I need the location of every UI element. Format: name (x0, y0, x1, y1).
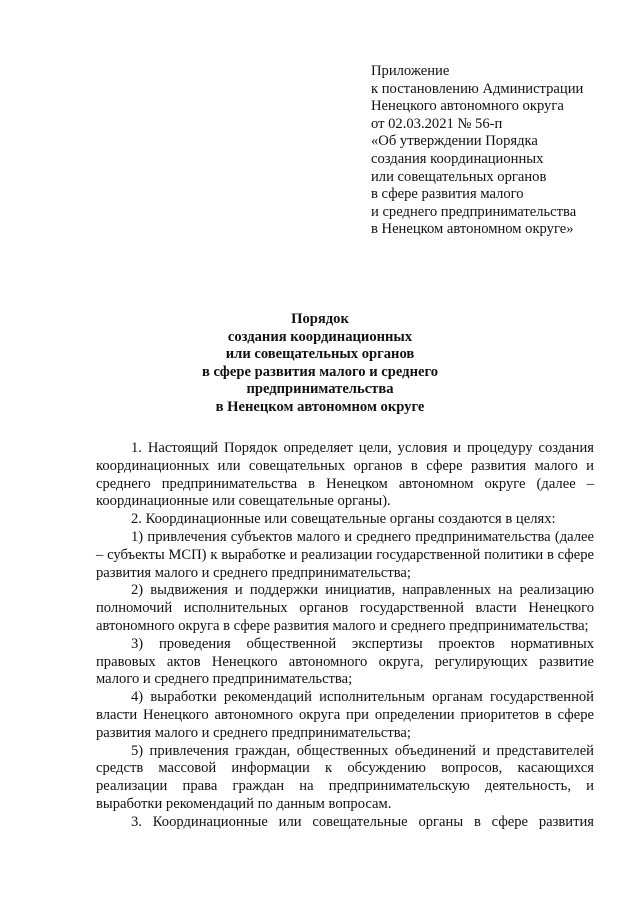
title-line: или совещательных органов (225, 346, 415, 363)
appendix-line: в сфере развития малого (371, 186, 524, 203)
appendix-line: и среднего предпринимательства (371, 203, 577, 220)
appendix-header (371, 63, 583, 239)
appendix-line: Приложение (371, 63, 450, 79)
title-line: создания координационных (227, 328, 413, 345)
appendix-line: Ненецкого автономного округа (371, 98, 564, 115)
appendix-line: к постановлению Администрации (371, 80, 584, 97)
title-line: в Ненецком автономном округе (215, 398, 425, 415)
title-line: Порядок (291, 311, 349, 327)
paragraph: 1) привлечения субъектов малого и среднего предпринимательства (далее – субъекты МСП) к выработке и реализации государственной политики в сфере развития малого и среднего предпринимательства; (96, 528, 594, 581)
paragraph: 3) проведения общественной экспертизы проектов нормативных правовых актов Ненецкого автономного округа, регулирующих развитие малого и среднего предпринимательства; (96, 635, 594, 688)
document-body (96, 440, 594, 832)
appendix-line: создания координационных (371, 150, 544, 167)
paragraph: 3. Координационные или совещательные органы в сфере развития (131, 813, 594, 830)
appendix-line: от 02.03.2021 № 56-п (371, 115, 503, 132)
title-line: в сфере развития малого и среднего (201, 363, 439, 380)
appendix-line: в Ненецком автономном округе» (371, 221, 574, 238)
title-line: предпринимательства (246, 381, 394, 398)
paragraph: 2. Координационные или совещательные органы создаются в целях: (131, 511, 556, 528)
paragraph: 2) выдвижения и поддержки инициатив, направленных на реализацию полномочий исполнительных органов государственной власти Ненецкого автономного округа в сфере развития малого и среднего предпринимательства; (96, 582, 594, 634)
paragraph: 5) привлечения граждан, общественных объединений и представителей средств массовой информации к обсуждению вопросов, касающихся реализации права граждан на предпринимательскую деятельность, и выработки рекомендаций по данным вопросам. (96, 742, 594, 812)
paragraph: 1. Настоящий Порядок определяет цели, условия и процедуру создания координационных или совещательных органов в сфере развития малого и среднего предпринимательства в Ненецком автономном округе (далее – координационные или совещательные органы). (96, 440, 594, 510)
paragraph: 4) выработки рекомендаций исполнительным органам государственной власти Ненецкого автономного округа при определении приоритетов в сфере развития малого и среднего предпринимательства; (96, 689, 594, 741)
appendix-line: или совещательных органов (371, 168, 547, 185)
document-title (0, 311, 640, 417)
appendix-line: «Об утверждении Порядка (371, 133, 538, 150)
